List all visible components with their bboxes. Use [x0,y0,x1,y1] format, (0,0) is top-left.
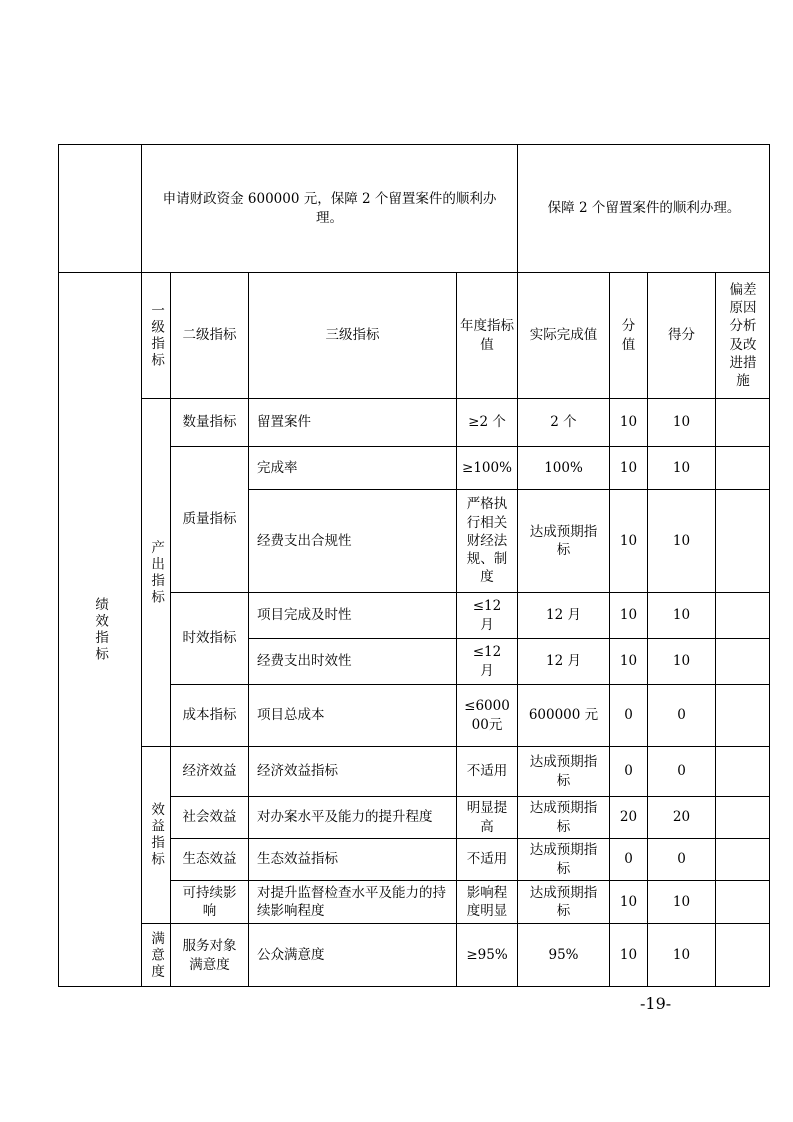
row-target: ≥2 个 [468,414,506,431]
row-4-got-cell [647,592,715,638]
row-7-target-cell [456,746,517,796]
row-score: 20 [619,809,638,826]
row-got: 0 [677,763,686,780]
row-6-target-cell [456,684,517,746]
row-4-score-cell [609,592,647,638]
row-actual: 100% [544,459,583,476]
row-2-score-cell [609,446,647,489]
row-actual: 达成预期指标 [529,842,598,877]
goal-plan: 申请财政资金 600000 元，保障 2 个留置案件的顺利办理。 [162,191,497,226]
page-number: -19- [640,994,672,1013]
row-score: 0 [624,707,633,724]
header-reason-cell [715,272,770,398]
row-indicator: 项目完成及时性 [257,607,352,624]
row-8-reason-cell [715,796,770,838]
level2-economic: 经济效益 [182,763,237,780]
row-8-actual-cell [517,796,609,838]
level2-quality-cell [170,446,248,592]
row-indicator: 对办案水平及能力的提升程度 [257,809,433,826]
level1-benefit: 效益指标 [148,802,165,868]
row-3-score-cell [609,489,647,592]
row-10-score-cell [609,880,647,923]
level1-satisfaction-cell [141,923,170,987]
row-score: 10 [619,947,638,964]
header-got: 得分 [668,327,695,344]
row-9-actual-cell [517,838,609,880]
row-1-reason-cell [715,398,770,446]
row-9-indicator-cell [248,838,456,880]
row-9-got-cell [647,838,715,880]
row-4-indicator-cell [248,592,456,638]
row-score: 10 [619,653,638,670]
goal-actual: 保障 2 个留置案件的顺利办理。 [547,200,741,217]
row-1-indicator-cell [248,398,456,446]
row-target: 影响程度明显 [466,884,508,919]
row-7-indicator-cell [248,746,456,796]
row-3-actual-cell [517,489,609,592]
row-got: 0 [677,707,686,724]
row-target: ≥100% [462,459,512,476]
row-10-indicator-cell [248,880,456,923]
row-target: 严格执行相关财经法规、制度 [466,496,508,586]
row-5-reason-cell [715,638,770,684]
row-2-indicator-cell [248,446,456,489]
row-7-score-cell [609,746,647,796]
row-score: 10 [619,414,638,431]
header-actual-cell [517,272,609,398]
row-9-target-cell [456,838,517,880]
row-6-reason-cell [715,684,770,746]
row-indicator: 生态效益指标 [257,851,338,868]
level2-sustain: 可持续影响 [182,884,237,919]
row-score: 10 [619,893,638,910]
row-got: 20 [672,809,691,826]
header-target-cell [456,272,517,398]
row-8-target-cell [456,796,517,838]
header-level2-cell [170,272,248,398]
level2-ecological: 生态效益 [182,851,237,868]
level2-cost-cell [170,684,248,746]
row-6-score-cell [609,684,647,746]
row-score: 0 [624,851,633,868]
row-10-actual-cell [517,880,609,923]
level2-cost: 成本指标 [182,707,237,724]
header-target: 年度指标值 [460,318,514,353]
row-score: 10 [619,459,638,476]
goal-actual-cell [517,144,770,272]
row-score: 10 [619,532,638,549]
row-2-target-cell [456,446,517,489]
header-score-cell [609,272,647,398]
row-11-got-cell [647,923,715,987]
goal-label-cell [58,144,141,272]
header-level3: 三级指标 [325,327,380,344]
row-got: 10 [672,532,691,549]
row-11-target-cell [456,923,517,987]
row-4-target-cell [456,592,517,638]
row-1-score-cell [609,398,647,446]
row-3-got-cell [647,489,715,592]
row-3-indicator-cell [248,489,456,592]
row-5-got-cell [647,638,715,684]
row-target: ≤600000元 [464,698,510,733]
level2-social: 社会效益 [182,809,237,826]
row-1-actual-cell [517,398,609,446]
level2-quantity-cell [170,398,248,446]
row-indicator: 经费支出合规性 [257,532,352,549]
row-got: 10 [672,653,691,670]
row-actual: 12 月 [546,653,581,670]
row-target: 不适用 [466,851,508,868]
level2-service: 服务对象满意度 [182,938,237,973]
goal-plan-cell [141,144,517,272]
row-got: 10 [672,947,691,964]
row-target: 明显提高 [466,800,508,835]
header-reason: 偏差原因分析及改进措施 [729,281,757,389]
row-6-indicator-cell [248,684,456,746]
row-1-target-cell [456,398,517,446]
table-bottom-border [58,986,770,987]
level1-output-cell [141,398,170,746]
level1-output: 产出指标 [148,539,165,606]
row-2-actual-cell [517,446,609,489]
row-11-actual-cell [517,923,609,987]
row-got: 10 [672,893,691,910]
row-indicator: 经费支出时效性 [257,653,352,670]
row-5-actual-cell [517,638,609,684]
row-indicator: 经济效益指标 [257,763,338,780]
row-7-reason-cell [715,746,770,796]
row-target: ≥95% [466,947,508,964]
level2-service-cell [170,923,248,987]
row-4-actual-cell [517,592,609,638]
row-5-target-cell [456,638,517,684]
row-got: 10 [672,607,691,624]
level2-timeliness-cell [170,592,248,684]
header-level1-cell [141,272,170,398]
row-11-indicator-cell [248,923,456,987]
row-8-indicator-cell [248,796,456,838]
row-score: 0 [624,763,633,780]
row-5-score-cell [609,638,647,684]
row-9-reason-cell [715,838,770,880]
row-2-reason-cell [715,446,770,489]
row-7-actual-cell [517,746,609,796]
level2-social-cell [170,796,248,838]
header-level1: 一级指标 [148,302,165,369]
section-label: 绩效指标 [92,597,109,663]
row-actual: 600000 元 [528,707,599,724]
level2-economic-cell [170,746,248,796]
level2-quantity: 数量指标 [182,414,237,431]
row-actual: 12 月 [546,607,581,624]
level2-quality: 质量指标 [182,511,237,528]
row-actual: 达成预期指标 [529,754,598,789]
row-9-score-cell [609,838,647,880]
row-6-actual-cell [517,684,609,746]
header-level2: 二级指标 [182,327,237,344]
row-6-got-cell [647,684,715,746]
row-7-got-cell [647,746,715,796]
row-indicator: 公众满意度 [257,947,325,964]
row-got: 0 [677,851,686,868]
header-actual: 实际完成值 [529,327,598,344]
row-10-target-cell [456,880,517,923]
row-target: ≤12月 [472,598,502,633]
row-score: 10 [619,607,638,624]
row-10-got-cell [647,880,715,923]
row-8-got-cell [647,796,715,838]
level2-timeliness: 时效指标 [182,630,237,647]
row-5-indicator-cell [248,638,456,684]
row-3-target-cell [456,489,517,592]
row-11-score-cell [609,923,647,987]
row-indicator: 对提升监督检查水平及能力的持续影响程度 [257,884,446,919]
row-11-reason-cell [715,923,770,987]
level2-sustain-cell [170,880,248,923]
row-1-got-cell [647,398,715,446]
row-target: 不适用 [466,763,508,780]
performance-table [58,144,770,987]
row-2-got-cell [647,446,715,489]
row-actual: 达成预期指标 [529,884,598,919]
row-3-reason-cell [715,489,770,592]
row-target: ≤12月 [472,644,502,679]
level1-satisfaction: 满意度 [148,930,165,981]
row-indicator: 完成率 [257,459,298,476]
row-actual: 达成预期指标 [529,800,598,835]
header-got-cell [647,272,715,398]
header-level3-cell [248,272,456,398]
row-actual: 2 个 [550,414,577,431]
row-4-reason-cell [715,592,770,638]
row-10-reason-cell [715,880,770,923]
row-actual: 95% [548,947,579,964]
row-got: 10 [672,414,691,431]
table-right-border [769,144,770,987]
row-indicator: 留置案件 [257,414,311,431]
section-label-cell [58,272,141,987]
level2-ecological-cell [170,838,248,880]
row-got: 10 [672,459,691,476]
row-indicator: 项目总成本 [257,707,325,724]
header-score: 分值 [621,318,636,353]
level1-benefit-cell [141,746,170,923]
row-8-score-cell [609,796,647,838]
row-actual: 达成预期指标 [529,523,598,558]
